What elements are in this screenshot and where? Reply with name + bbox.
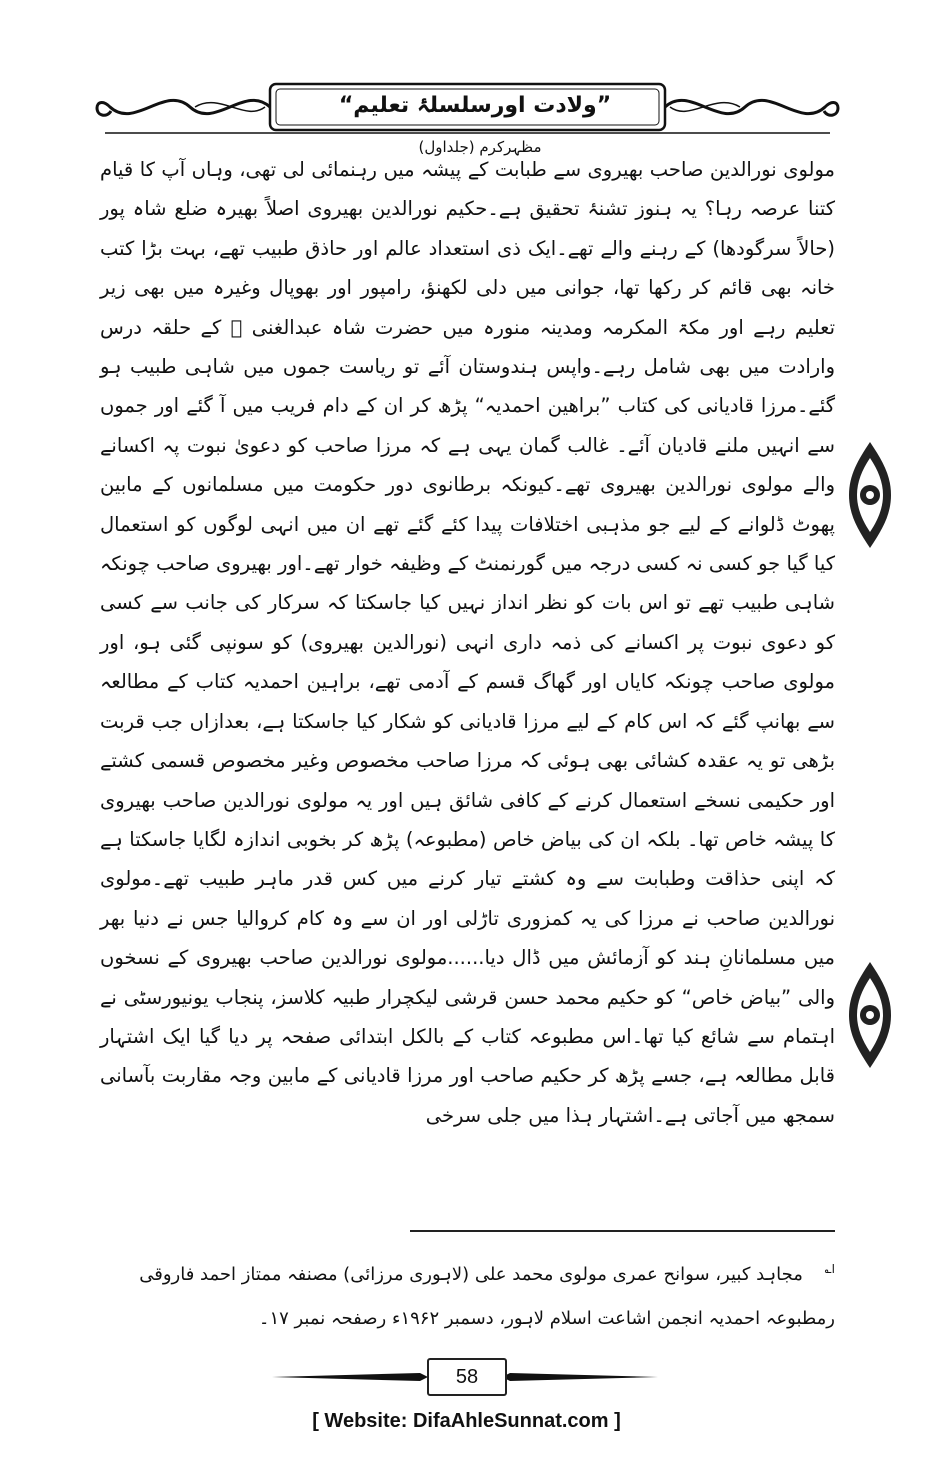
footnote [100, 1247, 835, 1341]
footnote-text: مجاہد کبیر، سوانح عمری مولوی محمد علی (لاہوری مرزائی) مصنفہ ممتاز احمد فاروقی رمطبوعہ احمدیہ انجمن اشاعت اسلام لاہور، دسمبر ۱۹۶۲ء رصفحہ نمبر ۱۷۔ [139, 1264, 835, 1329]
chapter-title: ”ولادت اورسلسلۂ تعلیم“ [338, 93, 612, 118]
header-title [310, 86, 640, 156]
margin-ornament-bottom [847, 960, 893, 1070]
website-footer: [ Website: DifaAhleSunnat.com ] [312, 1410, 621, 1432]
footnote-divider [410, 1230, 835, 1232]
page-header [95, 78, 840, 156]
main-body-text [100, 150, 835, 1135]
book-running-title: مظہرکرم (جلداول) [418, 138, 542, 156]
margin-ornament-top [847, 440, 893, 550]
page-number: 58 [427, 1358, 507, 1396]
page-number-ornament [270, 1358, 660, 1396]
footnote-marker: ا؎ [824, 1262, 835, 1276]
body-paragraph: مولوی نورالدین صاحب بھیروی سے طبابت کے پیشہ میں رہنمائی لی تھی، وہاں آپ کا قیام کتنا عرصہ رہا؟ یہ ہنوز تشنۂ تحقیق ہے۔حکیم نورالدین بھیروی اصلاً بھیرہ ضلع شاہ پور (حالاً سرگودھا) کے رہنے والے تھے۔ایک ذی استعداد عالم اور حاذق طبیب تھے، بہت بڑا کتب خانہ بھی قائم کر رکھا تھا، جوانی میں دلی لکھنؤ، رامپور اور بھوپال وغیرہ میں بھی زیر تعلیم رہے اور مکۃ المکرمہ ومدینہ منورہ میں حضرت شاہ عبدالغنی ﷫ کے حلقہ درس وارادت میں بھی شامل رہے۔واپس ہندوستان آئے تو ریاست جموں میں شاہی طبیب ہو گئے۔مرزا قادیانی کی کتاب ”براھین احمدیہ“ پڑھ کر ان کے دام فریب میں آ گئے اور جموں سے انہیں ملنے قادیان آئے۔ غالب گمان یہی ہے کہ مرزا صاحب کو دعویٰ نبوت پہ اکسانے والے مولوی نورالدین بھیروی تھے۔کیونکہ برطانوی دور حکومت میں مسلمانوں کے مابین پھوٹ ڈلوانے کے لیے جو مذہبی اختلافات پیدا کئے گئے تھے ان میں انہی لوگوں کو استعمال کیا گیا جو کسی نہ کسی درجہ میں گورنمنٹ کے وظیفہ خوار تھے۔اور بھیروی صاحب چونکہ شاہی طبیب تھے تو اس بات کو نظر انداز نہیں کیا جاسکتا کہ سرکار کی جانب سے کسی کو دعوی نبوت پر اکسانے کی ذمہ داری انہی (نورالدین بھیروی) کو سونپی گئی ہو، اور مولوی صاحب چونکہ کایاں اور گھاگ قسم کے آدمی تھے، براہین احمدیہ کتاب کے مطالعہ سے بھانپ گئے کہ اس کام کے لیے مرزا قادیانی کو شکار کیا جاسکتا ہے، بعدازاں جب قربت بڑھی تو یہ عقدہ کشائی بھی ہوئی کہ مرزا صاحب مخصوص وغیر مخصوص قسمی کشتے اور حکیمی نسخے استعمال کرنے کے کافی شائق ہیں اور یہ مولوی نورالدین صاحب بھیروی کا پیشہ خاص تھا۔ بلکہ ان کی بیاض خاص (مطبوعہ) پڑھ کر بخوبی اندازہ لگایا جاسکتا ہے کہ اپنی حذاقت وطبابت سے وہ کشتے تیار کرنے میں کس قدر ماہر طبیب تھے۔مولوی نورالدین صاحب نے مرزا کی یہ کمزوری تاڑلی اور ان سے وہ کام کروالیا جس نے دنیا بھر میں مسلمانانِ ہند کو آزمائش میں ڈال دیا......مولوی نورالدین صاحب بھیروی کے نسخوں والی ”بیاض خاص“ کو حکیم محمد حسن قرشی لیکچرار طبیہ کلاسز، پنجاب یونیورسٹی نے اہتمام سے شائع کیا تھا۔اس مطبوعہ کتاب کے بالکل ابتدائی صفحہ پر دیا گیا ایک اشتہار قابل مطالعہ ہے، جسے پڑھ کر حکیم صاحب اور مرزا قادیانی کے مابین وجہ مقاربت بآسانی سمجھ میں آجاتی ہے۔اشتہار ہذا میں جلی سرخی [100, 158, 835, 1127]
